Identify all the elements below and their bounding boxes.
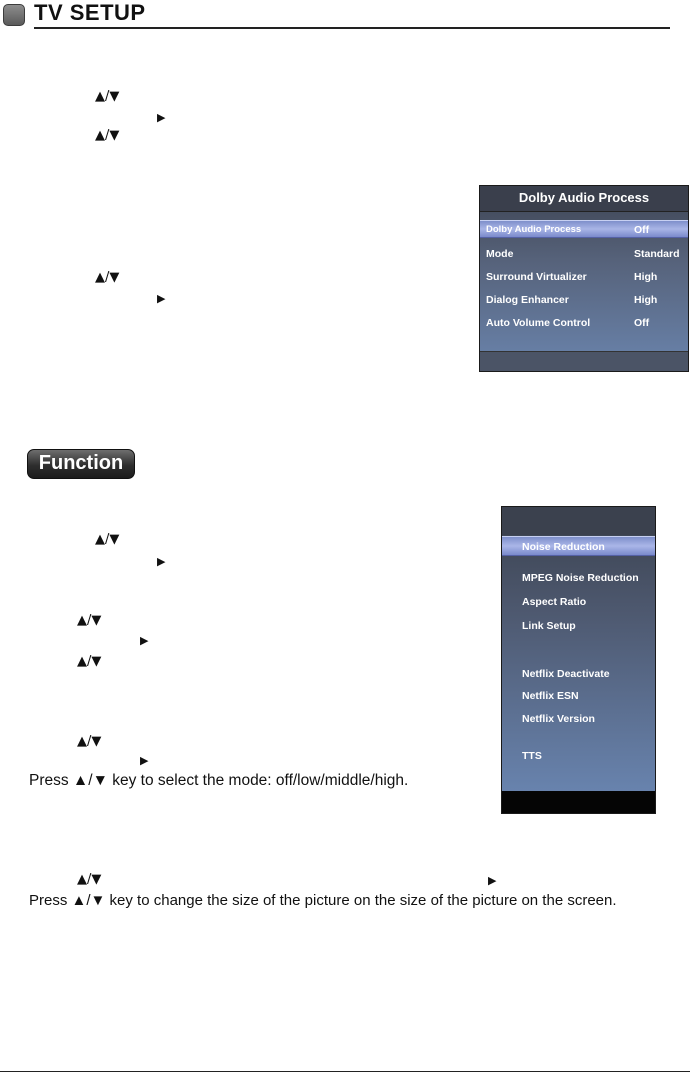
- updown-key-icon: ▲/▼: [95, 532, 120, 547]
- menu-item-noise-reduction[interactable]: [502, 536, 655, 556]
- section-badge-icon: [3, 4, 25, 26]
- right-key-icon: ▶: [488, 874, 497, 887]
- menu-row-dialog-enhancer[interactable]: [480, 291, 688, 309]
- updown-key-icon: ▲/▼: [77, 872, 102, 887]
- menu-row-value: High: [634, 271, 658, 283]
- menu-row-label: Dialog Enhancer: [486, 294, 569, 306]
- menu-footer: [480, 351, 688, 371]
- right-key-icon: ▶: [140, 634, 149, 647]
- menu-item-label: Netflix ESN: [522, 690, 579, 702]
- menu-row-label: Auto Volume Control: [486, 317, 591, 329]
- menu-item-label: TTS: [522, 750, 542, 762]
- right-key-icon: ▶: [157, 292, 166, 305]
- menu-item-netflix-version[interactable]: [502, 709, 655, 729]
- menu-title-bar: [502, 507, 655, 535]
- header-divider: [34, 27, 670, 29]
- function-section-tab: [27, 449, 135, 479]
- menu-item-netflix-deactivate[interactable]: [502, 664, 655, 684]
- menu-row-label: Mode: [486, 248, 514, 260]
- updown-key-icon: ▲/▼: [77, 654, 102, 669]
- menu-item-label: Link Setup: [522, 620, 576, 632]
- updown-key-icon: ▲/▼: [77, 734, 102, 749]
- menu-footer: [502, 791, 655, 813]
- page-title: TV SETUP: [34, 0, 146, 25]
- right-key-icon: ▶: [157, 555, 166, 568]
- menu-item-aspect-ratio[interactable]: [502, 592, 655, 612]
- menu-title-bar: [480, 186, 688, 212]
- menu-item-label: MPEG Noise Reduction: [522, 572, 639, 584]
- menu-row-value: Off: [634, 317, 650, 329]
- menu-row-value: High: [634, 294, 658, 306]
- menu-row-surround-virtualizer[interactable]: [480, 268, 688, 286]
- noise-reduction-instruction: Press ▲/▼ key to select the mode: off/low/middle/high.: [29, 772, 409, 789]
- right-key-icon: ▶: [157, 111, 166, 124]
- menu-row-value: Standard: [634, 248, 680, 260]
- updown-key-icon: ▲/▼: [95, 270, 120, 285]
- updown-key-icon: ▲/▼: [77, 613, 102, 628]
- menu-item-label: Netflix Deactivate: [522, 668, 610, 680]
- menu-item-mpeg-noise-reduction[interactable]: [502, 568, 655, 588]
- menu-item-label: Noise Reduction: [522, 541, 605, 553]
- menu-row-label: Surround Virtualizer: [486, 271, 587, 283]
- menu-item-netflix-esn[interactable]: [502, 686, 655, 706]
- footer-divider: [0, 1071, 690, 1072]
- function-menu: [501, 506, 656, 814]
- dolby-audio-menu: [479, 185, 689, 372]
- page-header: [0, 0, 690, 30]
- updown-key-icon: ▲/▼: [95, 89, 120, 104]
- menu-row-value: Off: [634, 224, 650, 236]
- menu-row-mode[interactable]: [480, 245, 688, 263]
- function-tab-label: Function: [38, 452, 124, 474]
- aspect-ratio-instruction: Press ▲/▼ key to change the size of the picture on the size of the picture on the screen.: [29, 892, 617, 909]
- menu-title: Dolby Audio Process: [518, 190, 650, 205]
- menu-item-link-setup[interactable]: [502, 616, 655, 636]
- right-key-icon: ▶: [140, 754, 149, 767]
- menu-row-label: Dolby Audio Process: [486, 224, 582, 235]
- menu-row-auto-volume-control[interactable]: [480, 314, 688, 332]
- menu-item-label: Netflix Version: [522, 713, 595, 725]
- menu-item-tts[interactable]: [502, 746, 655, 766]
- menu-row-dolby-audio-process[interactable]: [480, 220, 688, 238]
- menu-item-label: Aspect Ratio: [522, 596, 587, 608]
- updown-key-icon: ▲/▼: [95, 128, 120, 143]
